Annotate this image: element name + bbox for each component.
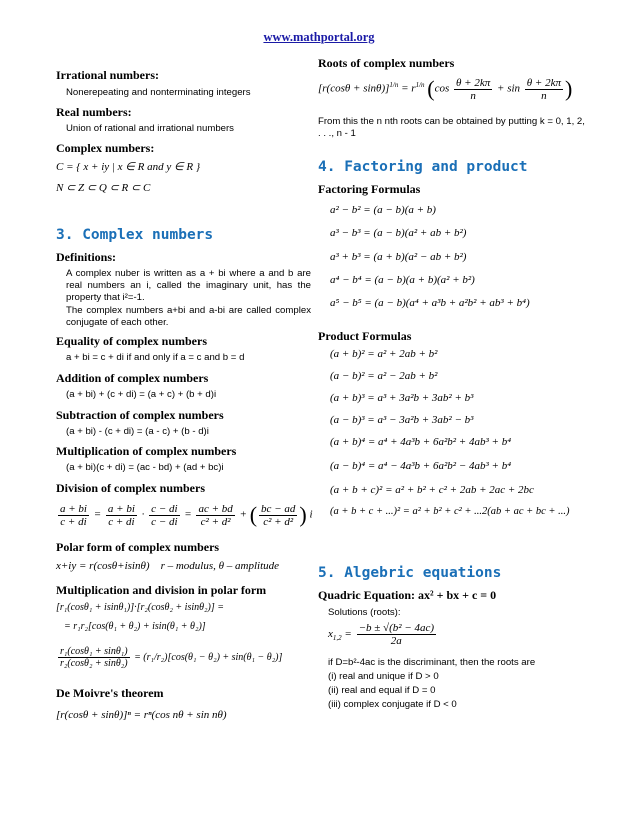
muldiv-line-3: = (r₁/r₂)[cos(θ₁ − θ₂) + sin(θ₁ − θ₂)] xyxy=(134,651,283,663)
irrational-heading: Irrational numbers: xyxy=(56,68,159,82)
section-5-title: 5. Algebric equations xyxy=(318,565,502,581)
set-chain-formula: N ⊂ Z ⊂ Q ⊂ R ⊂ C xyxy=(56,182,151,194)
roots-text: From this the n nth roots can be obtained by putting k = 0, 1, 2, . . ., n - 1 xyxy=(318,116,585,139)
irrational-text: Nonerepeating and nonterminating integers xyxy=(66,87,251,98)
real-heading: Real numbers: xyxy=(56,105,132,119)
addition-text: (a + bi) + (c + di) = (a + c) + (b + d)i xyxy=(66,389,217,400)
subtraction-text: (a + bi) - (c + di) = (a - c) + (b - d)i xyxy=(66,426,209,437)
division-heading: Division of complex numbers xyxy=(56,481,206,495)
polar-formula xyxy=(56,560,279,572)
factoring-formula: a² − b² = (a − b)(a + b) xyxy=(330,204,436,216)
complex-set-formula: C = { x + iy | x ∈ R and y ∈ R } xyxy=(56,161,201,173)
quadric-heading: Quadric Equation: ax² + bx + c = 0 xyxy=(318,588,497,602)
factoring-formula: a³ − b³ = (a − b)(a² + ab + b²) xyxy=(330,227,467,239)
case-item: (iii) complex conjugate if D < 0 xyxy=(328,699,457,710)
polar-equation: x+iy = r(cosθ+isinθ) xyxy=(56,560,150,572)
product-formula: (a + b + c)² = a² + b² + c² + 2ab + 2ac + 2bc xyxy=(330,484,534,496)
equality-heading: Equality of complex numbers xyxy=(56,334,208,348)
product-formula: (a − b)³ = a³ − 3a²b + 3ab² − b³ xyxy=(330,414,474,426)
definitions-heading: Definitions: xyxy=(56,250,116,264)
product-formula: (a + b)³ = a³ + 3a²b + 3ab² + b³ xyxy=(330,392,474,404)
definitions-paragraph-1: A complex nuber is written as a + bi where a and b are real numbers an i, called the imaginary unit, has the property that i²=-1. xyxy=(66,268,311,303)
product-formula: (a + b + c + ...)² = a² + b² + c² + ...2(ab + ac + bc + ...) xyxy=(330,506,570,517)
roots-heading: Roots of complex numbers xyxy=(318,56,455,70)
site-link[interactable]: www.mathportal.org xyxy=(263,30,375,44)
quadric-formula: $x_{1,2}$ = $\frac{\text{−b ± √(b² − 4ac)}}{2a}$ xyxy=(328,622,435,647)
multiplication-heading: Multiplication of complex numbers xyxy=(56,444,237,458)
muldiv-heading: Multiplication and division in polar form xyxy=(56,583,267,597)
definitions-paragraph-2: The complex numbers a+bi and a-bi are called complex conjugate of each other. xyxy=(66,305,311,328)
polar-note: r – modulus, θ – amplitude xyxy=(160,560,280,572)
case-item: (i) real and unique if D > 0 xyxy=(328,671,439,682)
demoivre-formula: [r(cosθ + sinθ)]ⁿ = rⁿ(cos nθ + sin nθ) xyxy=(56,709,227,721)
factoring-formula: a³ + b³ = (a + b)(a² − ab + b²) xyxy=(330,251,467,263)
solutions-label: Solutions (roots): xyxy=(328,607,401,618)
addition-heading: Addition of complex numbers xyxy=(56,371,209,385)
subtraction-heading: Subtraction of complex numbers xyxy=(56,408,224,422)
factoring-formula: a⁴ − b⁴ = (a − b)(a + b)(a² + b²) xyxy=(330,274,475,286)
equality-text: a + bi = c + di if and only if a = c and b = d xyxy=(66,352,245,363)
multiplication-text: (a + bi)(c + di) = (ac - bd) + (ad + bc)i xyxy=(66,462,224,473)
demoivre-heading: De Moivre's theorem xyxy=(56,686,164,700)
section-3-title: 3. Complex numbers xyxy=(56,227,214,243)
muldiv-line-2: = r₁r₂[cos(θ₁ + θ₂) + isin(θ₁ + θ₂)] xyxy=(64,621,206,632)
product-heading: Product Formulas xyxy=(318,329,412,343)
polar-heading: Polar form of complex numbers xyxy=(56,540,220,554)
product-formula: (a − b)² = a² − 2ab + b² xyxy=(330,370,438,382)
factoring-heading: Factoring Formulas xyxy=(318,182,421,196)
roots-formula: $[r(\cos\theta + \sin\theta)]^{1/n} = r^{1/n}$ (cos $\frac{\theta + 2k\pi}{n}$ + sin $\frac{\theta + 2k\pi}{n}$ ) xyxy=(318,76,573,102)
real-text: Union of rational and irrational numbers xyxy=(66,123,234,134)
product-formula: (a + b)² = a² + 2ab + b² xyxy=(330,348,438,360)
factoring-formula: a⁵ − b⁵ = (a − b)(a⁴ + a³b + a²b² + ab³ + b⁴) xyxy=(330,297,530,309)
product-formula: (a + b)⁴ = a⁴ + 4a³b + 6a²b² + 4ab³ + b⁴ xyxy=(330,436,512,448)
case-item: (ii) real and equal if D = 0 xyxy=(328,685,436,696)
division-formula: $\frac{a + bi}{c + di}$ = $\frac{a + bi}{c + di}$ · $\frac{c - di}{c - di}$ = $\frac{ac + bd}{\text{c² + d²}}$ + ( $\frac{bc - ad}{\text{c² + d²}}$ ) i xyxy=(60,502,313,528)
section-4-title: 4. Factoring and product xyxy=(318,159,528,175)
product-formula: (a − b)⁴ = a⁴ − 4a³b + 6a²b² − 4ab³ + b⁴ xyxy=(330,460,512,472)
muldiv-division-formula: $\frac{\text{r₁(cosθ₁ + sinθ₁)}}{\text{r₂(cosθ₂ + sinθ₂)}}$ = (r₁/r₂)[cos(θ₁ − θ₂) + sin(θ₁ − θ₂)] xyxy=(60,646,283,669)
complex-heading: Complex numbers: xyxy=(56,141,155,155)
muldiv-line-1: [r₁(cosθ₁ + isinθ₁)]·[r₂(cosθ₂ + isinθ₂)] = xyxy=(56,602,224,613)
discriminant-text: if D=b²-4ac is the discriminant, then the roots are xyxy=(328,657,536,668)
